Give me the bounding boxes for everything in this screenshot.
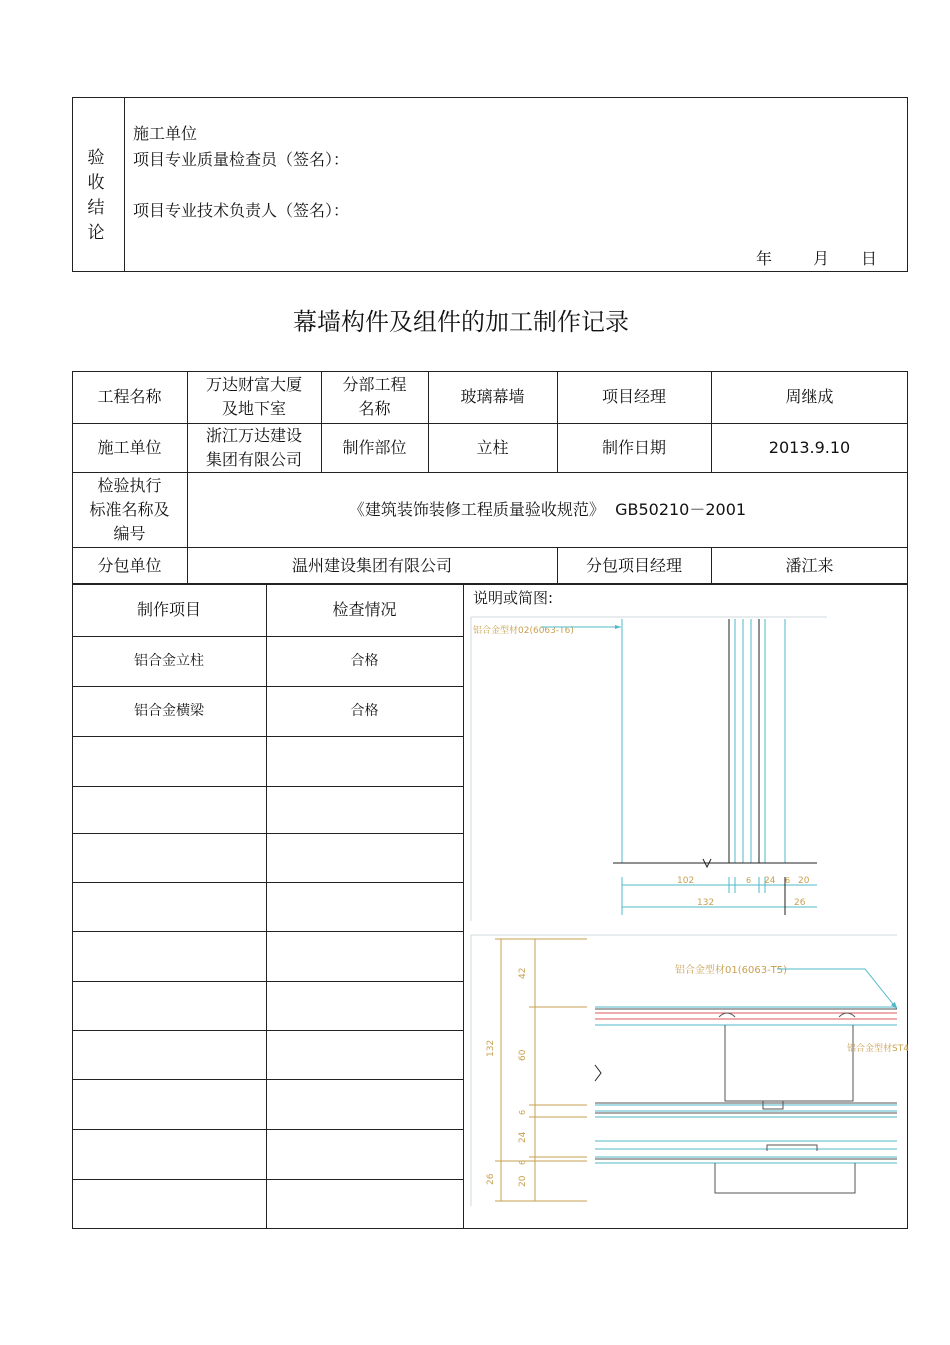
mullion-drawing — [467, 615, 829, 925]
row-check-cell: 合格 — [350, 703, 379, 719]
date-year: 年 — [756, 249, 773, 268]
dim-label: 20 — [798, 876, 810, 886]
dim-label: 42 — [518, 967, 528, 979]
row-item-cell — [72, 1129, 266, 1179]
dim-label: 6 — [518, 1159, 527, 1165]
row-check-cell — [266, 786, 463, 833]
part-value: 立柱 — [476, 437, 509, 457]
transom-label: 铝合金型材01(6063-T5) — [675, 965, 788, 976]
date-month: 月 — [813, 249, 830, 268]
side-label: 铝合金型材ST4 — [847, 1044, 909, 1054]
construction-unit-value — [187, 423, 321, 472]
manager-value: 周继成 — [785, 387, 834, 406]
transom-drawing — [467, 933, 909, 1208]
standard-value: 《建筑装饰装修工程质量验收规范》 GB50210－2001 — [348, 499, 747, 519]
sub-project-value: 玻璃幕墙 — [460, 387, 525, 406]
construction-unit-line: 浙江万达建设 — [205, 425, 302, 445]
project-name-line: 万达财富大厦 — [205, 375, 302, 394]
project-name-label: 工程名称 — [97, 387, 162, 406]
dim-label: 132 — [697, 898, 715, 908]
side-char: 结 — [87, 198, 105, 218]
sub-project-label-line: 名称 — [358, 399, 391, 418]
dim-label: 6 — [518, 1109, 527, 1115]
side-char: 验 — [87, 148, 105, 168]
side-char: 论 — [87, 223, 105, 243]
date-value: 2013.9.10 — [768, 437, 851, 457]
row-check-cell: 合格 — [350, 653, 379, 669]
row-check-cell — [266, 1129, 463, 1179]
row-check-cell — [266, 1079, 463, 1129]
row-item-cell — [72, 981, 266, 1030]
row-item-cell — [72, 931, 266, 981]
dim-label: 6 — [746, 876, 752, 885]
standard-label-line: 编号 — [113, 523, 146, 543]
dim-label: 24 — [764, 876, 776, 886]
acceptance-section — [72, 97, 908, 272]
sub-project-label-line: 分部工程 — [342, 375, 407, 394]
date-day: 日 — [861, 249, 878, 268]
row-check-cell — [266, 931, 463, 981]
row-item-cell — [72, 882, 266, 931]
standard-label-line: 标准名称及 — [89, 499, 170, 519]
sub-project-label — [321, 371, 428, 423]
row-check-cell — [266, 882, 463, 931]
side-char: 收 — [87, 173, 105, 193]
project-name-line: 及地下室 — [221, 399, 286, 418]
row-item-cell — [72, 1079, 266, 1129]
page-title: 幕墙构件及组件的加工制作记录 — [293, 308, 629, 336]
row-check-cell — [266, 833, 463, 882]
sub-manager-value: 潘江来 — [785, 555, 834, 575]
dim-label: 6 — [785, 876, 791, 885]
sub-manager-label: 分包项目经理 — [585, 555, 682, 575]
row-item-cell — [72, 736, 266, 786]
quality-inspector-signature: 项目专业质量检查员（签名）： — [133, 150, 350, 169]
construction-unit-line: 集团有限公司 — [205, 449, 302, 469]
row-check-cell — [266, 1179, 463, 1229]
dim-label: 26 — [794, 898, 806, 908]
row-item-cell — [72, 833, 266, 882]
part-label: 制作部位 — [342, 437, 407, 457]
row-item-cell: 铝合金立柱 — [134, 653, 204, 669]
date-label: 制作日期 — [601, 437, 666, 457]
dim-label: 24 — [518, 1131, 528, 1143]
row-item-cell — [72, 1030, 266, 1079]
col-item-header: 制作项目 — [136, 600, 201, 619]
row-item-cell — [72, 1179, 266, 1229]
dim-label: 132 — [486, 1039, 496, 1057]
acceptance-side-label — [84, 146, 108, 246]
manager-label: 项目经理 — [601, 387, 666, 406]
row-check-cell — [266, 736, 463, 786]
dim-label: 26 — [486, 1173, 496, 1185]
dim-label: 20 — [518, 1175, 528, 1187]
items-col-divider — [463, 584, 464, 1229]
row-check-cell — [266, 981, 463, 1030]
subcontractor-label: 分包单位 — [97, 555, 162, 575]
tech-lead-signature: 项目专业技术负责人（签名）： — [133, 201, 350, 220]
col-note-header: 说明或简图: — [473, 589, 554, 607]
subcontractor-value: 温州建设集团有限公司 — [291, 555, 452, 575]
col-check-header: 检查情况 — [332, 600, 397, 619]
standard-label — [72, 472, 187, 547]
row-check-cell — [266, 1030, 463, 1079]
row-item-cell — [72, 786, 266, 833]
construction-unit-text: 施工单位 — [133, 124, 198, 143]
project-name-value — [187, 371, 321, 423]
row-item-cell: 铝合金横梁 — [134, 703, 204, 719]
construction-unit-label: 施工单位 — [97, 437, 162, 457]
dim-label: 102 — [677, 876, 695, 886]
dim-label: 60 — [518, 1049, 528, 1061]
mullion-label: 铝合金型材02(6063-T6) — [473, 626, 574, 636]
acceptance-divider — [124, 97, 125, 272]
standard-label-line: 检验执行 — [97, 475, 162, 495]
